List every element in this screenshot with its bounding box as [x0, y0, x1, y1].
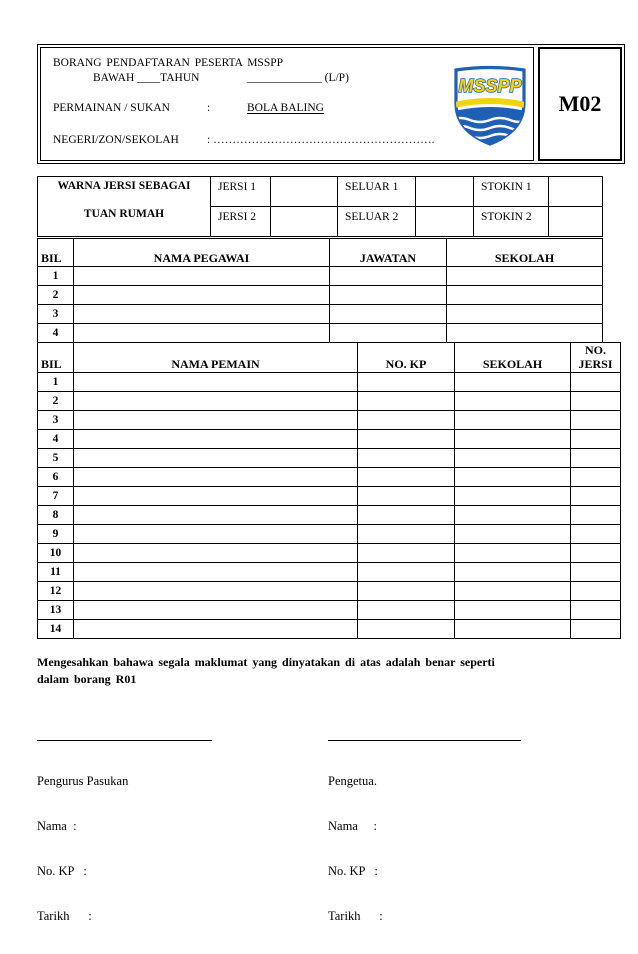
shield-blue-field [450, 107, 530, 153]
msspp-shield-logo-icon [450, 63, 530, 147]
row-number: 2 [38, 286, 74, 305]
principal-title: Pengetua. [328, 774, 377, 788]
logo-text: MSSPP [458, 76, 522, 96]
player-jersey-number-cell [571, 430, 621, 449]
players-table-head [38, 343, 621, 373]
state-zone-school-label: NEGERI/ZON/SEKOLAH [53, 134, 179, 146]
jersi-2-label: JERSI 2 [211, 207, 271, 237]
player-name-cell [74, 620, 358, 639]
row-number: 4 [38, 430, 74, 449]
official-name-cell [74, 286, 330, 305]
state-zone-school-value: : …………………………………………………. [207, 134, 435, 146]
jersi-1-color-cell [271, 177, 338, 207]
principal-ic-field: No. KP : [328, 864, 378, 878]
player-school-cell [455, 563, 571, 582]
declaration-statement [37, 654, 495, 688]
officials-bil-header: BIL [38, 239, 74, 267]
official-school-cell [447, 305, 603, 324]
team-manager-title: Pengurus Pasukan [37, 774, 129, 788]
row-number: 7 [38, 487, 74, 506]
table-row [38, 267, 603, 286]
seluar-1-label: SELUAR 1 [338, 177, 416, 207]
player-ic-cell [358, 525, 455, 544]
player-jersey-number-cell [571, 506, 621, 525]
players-bil-header: BIL [38, 343, 74, 373]
row-number: 13 [38, 601, 74, 620]
team-manager-signature-block [37, 744, 128, 954]
row-number: 8 [38, 506, 74, 525]
official-name-cell [74, 324, 330, 343]
jersi-1-label: JERSI 1 [211, 177, 271, 207]
game-value: BOLA BALING [247, 102, 324, 114]
table-row [38, 411, 621, 430]
player-jersey-number-cell [571, 449, 621, 468]
table-row [38, 601, 621, 620]
player-jersey-number-cell [571, 525, 621, 544]
declaration-line-2: dalam borang R01 [37, 672, 137, 686]
stokin-2-color-cell [549, 207, 603, 237]
player-jersey-number-cell [571, 392, 621, 411]
host-jersey-label-line2: TUAN RUMAH [83, 208, 165, 220]
table-row [38, 373, 621, 392]
player-name-cell [74, 430, 358, 449]
stokin-2-label: STOKIN 2 [474, 207, 549, 237]
table-row [38, 563, 621, 582]
player-ic-cell [358, 430, 455, 449]
official-school-cell [447, 267, 603, 286]
official-position-cell [330, 324, 447, 343]
jersi-2-color-cell [271, 207, 338, 237]
table-row [38, 544, 621, 563]
team-manager-ic-field: No. KP : [37, 864, 87, 878]
player-ic-cell [358, 468, 455, 487]
jersey-number-header-line1: NO. [585, 343, 606, 357]
player-name-cell [74, 506, 358, 525]
official-position-cell [330, 286, 447, 305]
player-school-cell [455, 487, 571, 506]
row-number: 9 [38, 525, 74, 544]
gender-line: _____________ (L/P) [247, 72, 349, 84]
official-school-cell [447, 286, 603, 305]
player-ic-cell [358, 620, 455, 639]
stokin-1-label: STOKIN 1 [474, 177, 549, 207]
player-school-cell [455, 411, 571, 430]
row-number: 10 [38, 544, 74, 563]
player-school-cell [455, 620, 571, 639]
host-jersey-label-line1: WARNA JERSI SEBAGAI [57, 180, 191, 192]
player-school-cell [455, 430, 571, 449]
table-row [38, 324, 603, 343]
team-manager-name-field: Nama : [37, 819, 77, 833]
official-name-cell [74, 267, 330, 286]
players-header-row [38, 343, 621, 373]
table-row [38, 620, 621, 639]
jersey-table-body [38, 177, 603, 237]
seluar-2-color-cell [416, 207, 474, 237]
officials-table-body [38, 267, 603, 343]
stokin-1-color-cell [549, 177, 603, 207]
player-ic-cell [358, 582, 455, 601]
players-name-header: NAMA PEMAIN [74, 343, 358, 373]
jersey-row-1 [38, 177, 603, 207]
game-label: PERMAINAN / SUKAN [53, 102, 170, 114]
row-number: 3 [38, 305, 74, 324]
players-table [37, 342, 621, 639]
player-ic-cell [358, 392, 455, 411]
row-number: 2 [38, 392, 74, 411]
jersey-color-table [37, 176, 603, 237]
game-colon: : [207, 102, 211, 114]
player-name-cell [74, 582, 358, 601]
form-code-box [538, 47, 622, 161]
player-school-cell [455, 601, 571, 620]
officials-name-header: NAMA PEGAWAI [74, 239, 330, 267]
table-row [38, 525, 621, 544]
player-school-cell [455, 449, 571, 468]
official-position-cell [330, 267, 447, 286]
table-row [38, 582, 621, 601]
row-number: 12 [38, 582, 74, 601]
player-ic-cell [358, 601, 455, 620]
row-number: 6 [38, 468, 74, 487]
player-jersey-number-cell [571, 373, 621, 392]
row-number: 1 [38, 267, 74, 286]
officials-header-row [38, 239, 603, 267]
player-name-cell [74, 373, 358, 392]
row-number: 5 [38, 449, 74, 468]
player-name-cell [74, 601, 358, 620]
form-title: BORANG PENDAFTARAN PESERTA MSSPP [53, 57, 284, 69]
host-jersey-label-cell [38, 177, 211, 237]
player-name-cell [74, 563, 358, 582]
official-position-cell [330, 305, 447, 324]
player-name-cell [74, 487, 358, 506]
player-jersey-number-cell [571, 601, 621, 620]
player-jersey-number-cell [571, 468, 621, 487]
officials-school-header: SEKOLAH [447, 239, 603, 267]
table-row [38, 305, 603, 324]
player-school-cell [455, 468, 571, 487]
player-jersey-number-cell [571, 544, 621, 563]
player-ic-cell [358, 373, 455, 392]
player-school-cell [455, 392, 571, 411]
team-manager-signature-line [37, 740, 212, 741]
player-name-cell [74, 468, 358, 487]
players-school-header: SEKOLAH [455, 343, 571, 373]
row-number: 4 [38, 324, 74, 343]
principal-name-field: Nama : [328, 819, 377, 833]
official-school-cell [447, 324, 603, 343]
player-name-cell [74, 392, 358, 411]
seluar-1-color-cell [416, 177, 474, 207]
row-number: 11 [38, 563, 74, 582]
player-ic-cell [358, 411, 455, 430]
seluar-2-label: SELUAR 2 [338, 207, 416, 237]
row-number: 14 [38, 620, 74, 639]
player-ic-cell [358, 544, 455, 563]
player-jersey-number-cell [571, 620, 621, 639]
row-number: 3 [38, 411, 74, 430]
table-row [38, 392, 621, 411]
player-name-cell [74, 449, 358, 468]
officials-table [37, 238, 603, 343]
principal-signature-block [328, 744, 383, 954]
player-ic-cell [358, 487, 455, 506]
team-manager-date-field: Tarikh : [37, 909, 92, 923]
players-table-body [38, 373, 621, 639]
table-row [38, 286, 603, 305]
player-jersey-number-cell [571, 487, 621, 506]
player-jersey-number-cell [571, 411, 621, 430]
declaration-line-1: Mengesahkan bahawa segala maklumat yang dinyatakan di atas adalah benar seperti [37, 655, 495, 669]
officials-position-header: JAWATAN [330, 239, 447, 267]
player-name-cell [74, 525, 358, 544]
player-jersey-number-cell [571, 582, 621, 601]
player-name-cell [74, 411, 358, 430]
form-code: M02 [558, 91, 602, 116]
officials-table-head [38, 239, 603, 267]
player-jersey-number-cell [571, 563, 621, 582]
table-row [38, 449, 621, 468]
player-school-cell [455, 506, 571, 525]
age-category-line: BAWAH ____TAHUN [93, 72, 200, 84]
players-ic-header: NO. KP [358, 343, 455, 373]
table-row [38, 468, 621, 487]
player-name-cell [74, 544, 358, 563]
player-school-cell [455, 544, 571, 563]
official-name-cell [74, 305, 330, 324]
player-ic-cell [358, 449, 455, 468]
table-row [38, 430, 621, 449]
players-jersey-number-header [571, 343, 621, 373]
player-school-cell [455, 373, 571, 392]
player-ic-cell [358, 506, 455, 525]
player-school-cell [455, 525, 571, 544]
jersey-number-header-line2: JERSI [578, 357, 613, 371]
player-ic-cell [358, 563, 455, 582]
table-row [38, 506, 621, 525]
principal-date-field: Tarikh : [328, 909, 383, 923]
row-number: 1 [38, 373, 74, 392]
player-school-cell [455, 582, 571, 601]
table-row [38, 487, 621, 506]
principal-signature-line [328, 740, 521, 741]
